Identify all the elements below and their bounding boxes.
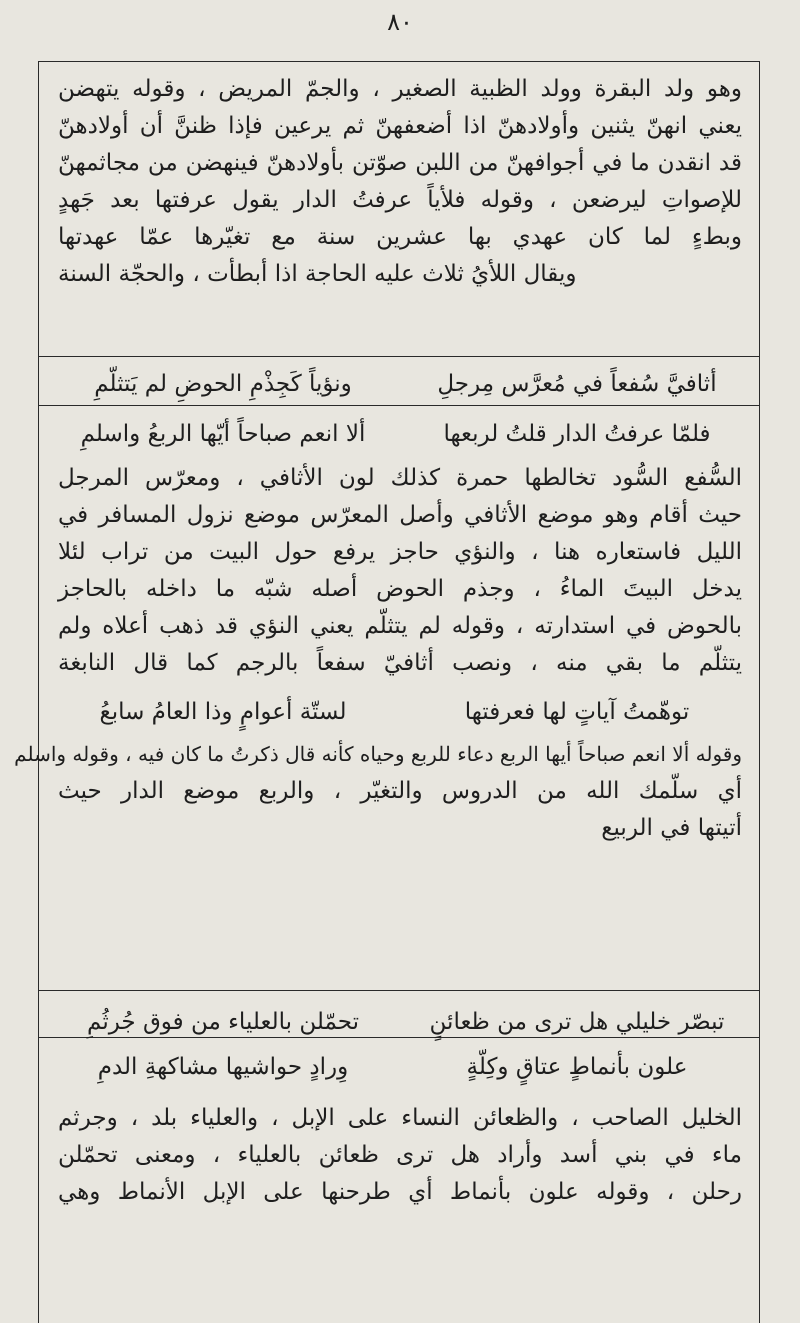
hemistich-left: تحمّلن بالعلياء من فوق جُرثُمِ [87,1009,359,1035]
text-line: وقوله ألا انعم صباحاً أيها الربع دعاء للربع وحياه كأنه قال ذكرتُ ما كان فيه ، وقوله واسلم [14,742,742,766]
page-number: ٨٠ [387,8,413,36]
text-line: بالحوض في استدارته ، وقوله لم يتثلّم يعني النؤي قد ذهب أعلاه ولم [58,613,742,639]
text-line: رحلن ، وقوله علون بأنماط أي طرحنها على الإبل الأنماط وهي [58,1179,742,1205]
text-line: يعني انهنّ يثنين وأولادهنّ اذا أضعفهنّ ثم يرعين فإذا ظننَّ أن أولادهنّ [58,113,742,139]
text-line: السُّفع السُّود تخالطها حمرة كذلك لون الأثافي ، ومعرّس المرجل [58,465,742,491]
top-rule [38,61,760,62]
text-line: حيث أقام وهو موضع الأثافي وأصل المعرّس موضع نزول المسافر في [58,502,742,528]
text-line: ويقال اللأيُ ثلاث عليه الحاجة اذا أبطأت ، والحجّة السنة [58,261,577,287]
commentary-block-4 [58,1100,742,1211]
hemistich-right: تبصّر خليلي هل ترى من ظعائنٍ [429,1009,725,1035]
hemistich-right: توهّمتُ آياتٍ لها فعرفتها [464,699,690,725]
hemistich-left: ونؤياً كَجِذْمِ الحوضِ لم يَتثلّمِ [94,371,352,397]
verse-row [58,1045,742,1089]
text-line: وبطءٍ لما كان عهدي بها عشرين سنة مع تغيّرها عمّا عهدتها [58,224,742,250]
text-line: الخليل الصاحب ، والظعائن النساء على الإبل ، والعلياء بلد ، وجرثم [58,1105,742,1131]
commentary-block-2 [58,460,742,682]
commentary-block-1 [58,71,742,293]
hemistich-right: فلمّا عرفتُ الدار قلتُ لربعها [443,421,711,447]
text-line: للإصواتِ ليرضعن ، وقوله فلأياً عرفتُ الدار يقول عرفتها بعد جَهدٍ [58,187,742,213]
section-rule [38,356,760,357]
text-line: قد انقدن ما في أجوافهنّ من اللبن صوّتن بأولادهنّ فينهضن من مجاثمهنّ [58,150,742,176]
text-line: وهو ولد البقرة وولد الظبية الصغير ، والجمّ المريض ، وقوله يتهضن [58,76,742,102]
commentary-block-3 [14,736,742,847]
text-line: يتثلّم ما بقي منه ، ونصب أثافيّ سفعاً بالرجم كما قال النابغة [58,650,742,676]
section-rule [38,990,760,991]
quoted-verse-row [58,690,742,734]
text-line: أتيتها في الربيع [601,815,742,841]
hemistich-left: ألا انعم صباحاً أيّها الربعُ واسلمِ [80,421,366,447]
text-line: يدخل البيتَ الماءُ ، وجذم الحوض أصله شبّه ما داخله بالحاجز [58,576,742,602]
text-line: أي سلّمك الله من الدروس والتغيّر ، والربع موضع الدار حيث [58,778,742,804]
hemistich-right: أثافيَّ سُفعاً في مُعرَّس مِرجلِ [437,371,717,397]
hemistich-left: وِرادٍ حواشيها مشاكهةِ الدمِ [97,1054,349,1080]
hemistich-right: علون بأنماطٍ عتاقٍ وكِلّةٍ [466,1054,688,1080]
verse-row [58,1000,742,1044]
text-line: ماء في بني أسد وأراد هل ترى ظعائن بالعلياء ، ومعنى تحمّلن [58,1142,742,1168]
text-line: الليل فاستعاره هنا ، والنؤي حاجز يرفع حول البيت من تراب لئلا [58,539,742,565]
verse-row [58,412,742,456]
hemistich-left: لستّة أعوامٍ وذا العامُ سابعُ [99,699,347,725]
verse-row [58,362,742,406]
